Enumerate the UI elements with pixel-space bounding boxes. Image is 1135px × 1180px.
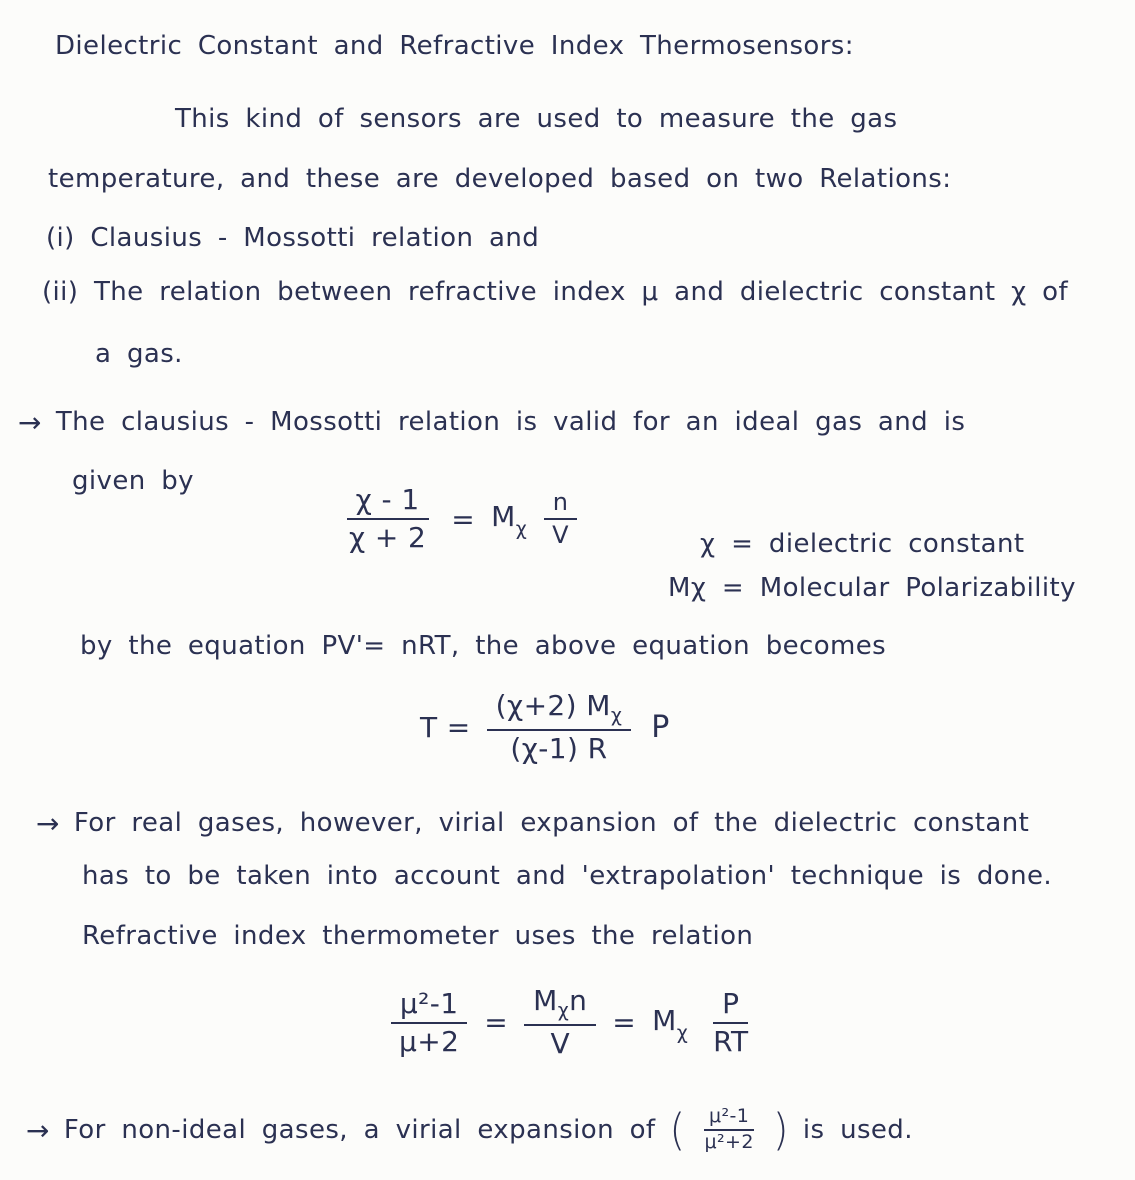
fraction-denominator: χ + 2: [349, 521, 427, 555]
clausius-mossotti-equation: [340, 482, 578, 556]
fraction-denominator: (χ-1) R: [510, 732, 608, 766]
fraction-denominator: V: [552, 521, 569, 550]
fraction-numerator: χ - 1: [347, 482, 429, 520]
fraction-denominator: V: [550, 1027, 571, 1061]
equals-sign: =: [451, 502, 476, 536]
molecular-polarizability-symbol: $M_\chi$: [652, 1004, 689, 1044]
fraction-numerator: n: [544, 487, 578, 521]
fraction-denominator: μ+2: [399, 1024, 460, 1058]
real-gas-line-1: [36, 806, 1029, 841]
clausius-statement-text: The clausius - Mossotti relation is valid for an ideal gas and is: [55, 407, 966, 438]
clausius-statement-line-1: [18, 405, 965, 440]
definition-dielectric-constant: χ = dielectric constant: [700, 529, 1025, 559]
fraction-temperature: [487, 688, 632, 768]
molecular-polarizability-symbol: $M_\chi$: [491, 500, 528, 540]
real-gas-line-3: Refractive index thermometer uses the relation: [82, 921, 754, 951]
relation-list-item-1: (i) Clausius - Mossotti relation and: [46, 223, 540, 253]
clausius-statement-line-2: given by: [72, 466, 194, 496]
fraction-mn-over-v: [524, 983, 596, 1063]
temperature-lhs: T =: [420, 711, 471, 745]
ideal-gas-law-line: by the equation PV'= nRT, the above equation becomes: [80, 631, 887, 661]
inline-fraction: [700, 1105, 759, 1155]
intro-line-1: This kind of sensors are used to measure the gas: [175, 104, 898, 134]
temperature-equation: [420, 688, 670, 768]
real-gas-line-2: has to be taken into account and 'extrapolation' technique is done.: [82, 861, 1053, 891]
fraction-lhs: [340, 482, 435, 556]
relation-list-item-2: (ii) The relation between refractive index μ and dielectric constant χ of: [42, 277, 1069, 307]
nonideal-text-prefix: For non-ideal gases, a virial expansion of: [63, 1114, 656, 1145]
fraction-numerator: $M_\chi n$: [524, 983, 596, 1026]
equals-sign: =: [484, 1006, 509, 1040]
nonideal-text-suffix: is used.: [802, 1114, 913, 1145]
fraction-p-over-rt: [704, 986, 757, 1060]
nonideal-gas-line: [26, 1105, 913, 1155]
fraction-n-over-v: [543, 487, 578, 552]
equals-sign: =: [612, 1006, 637, 1040]
fraction-denominator: μ²+2: [704, 1131, 754, 1153]
definition-molecular-polarizability: Mχ = Molecular Polarizability: [668, 573, 1076, 603]
fraction-numerator: μ²-1: [704, 1105, 754, 1131]
fraction-numerator: (χ+2) $M_\chi$: [487, 688, 632, 731]
refractive-index-equation: [390, 983, 757, 1063]
arrow-icon: →: [36, 807, 60, 840]
close-paren: ): [772, 1104, 789, 1156]
relation-list-item-2-continuation: a gas.: [95, 339, 183, 369]
fraction-mu: [390, 986, 468, 1060]
arrow-icon: →: [18, 406, 42, 439]
intro-line-2: temperature, and these are developed based on two Relations:: [48, 164, 952, 194]
arrow-icon: →: [26, 1113, 50, 1147]
pressure-symbol: P: [651, 710, 670, 746]
fraction-denominator: RT: [713, 1024, 749, 1058]
page-title: Dielectric Constant and Refractive Index Thermosensors:: [55, 31, 854, 61]
fraction-numerator: μ²-1: [391, 986, 468, 1024]
real-gas-text-1: For real gases, however, virial expansion of the dielectric constant: [73, 808, 1030, 839]
open-paren: (: [669, 1104, 686, 1156]
fraction-numerator: P: [713, 986, 748, 1024]
